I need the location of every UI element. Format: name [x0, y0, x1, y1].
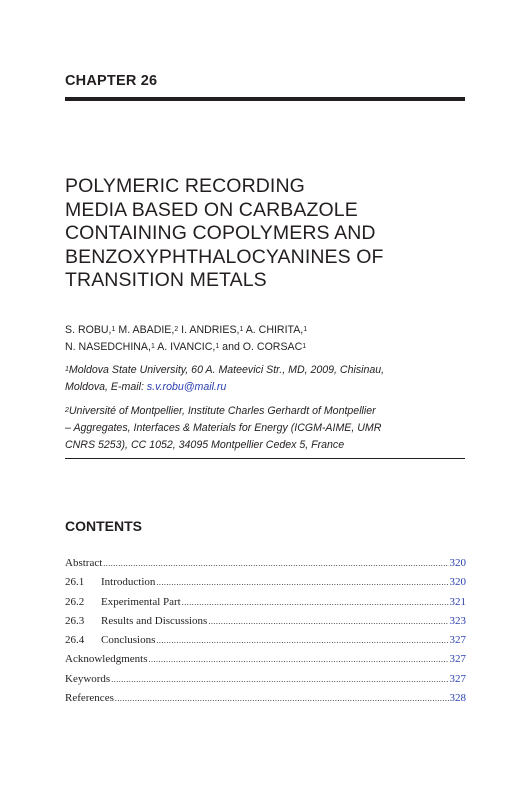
- author-affil-sup: 1: [303, 326, 308, 333]
- toc-label: Results and Discussions: [101, 614, 208, 627]
- affiliation-1: [65, 362, 475, 396]
- toc-section-number: 26.2: [65, 595, 85, 608]
- toc-section-number: 26.3: [65, 614, 85, 627]
- title-line: BENZOXYPHTHALOCYANINES OF: [65, 245, 384, 268]
- toc-page-link[interactable]: 320: [449, 557, 466, 569]
- title-line: POLYMERIC RECORDING: [65, 175, 305, 197]
- author-affil-sup: 1: [215, 343, 220, 350]
- author-name: and O. CORSAC: [222, 341, 303, 353]
- author-affil-sup: 2: [174, 326, 179, 333]
- toc-page-link[interactable]: 320: [449, 576, 466, 589]
- toc-page-link[interactable]: 323: [449, 614, 466, 627]
- toc-label: Acknowledgments: [65, 653, 148, 666]
- author-line: [65, 322, 475, 339]
- affil-text: Moldova, E-mail:: [65, 381, 147, 393]
- toc-leader-dots: [156, 631, 448, 650]
- author-name: N. NASEDCHINA,: [65, 341, 151, 353]
- author-name: A. IVANCIC,: [157, 341, 216, 353]
- email-link[interactable]: s.v.robu@mail.ru: [146, 381, 227, 393]
- toc-entry[interactable]: [65, 612, 466, 631]
- author-name: M. ABADIE,: [118, 324, 175, 336]
- toc-page-link[interactable]: 321: [449, 595, 466, 608]
- author-name: I. ANDRIES,: [181, 324, 240, 336]
- chapter-title: [65, 175, 470, 293]
- toc-label: Experimental Part: [101, 595, 181, 608]
- toc-label: Keywords: [65, 672, 111, 685]
- author-affil-sup: 1: [111, 326, 116, 333]
- toc-label: Abstract: [65, 557, 103, 569]
- toc-label: Conclusions: [101, 634, 156, 647]
- toc-leader-dots: [182, 593, 449, 612]
- affil-sup: 2: [65, 407, 69, 414]
- author-list: [65, 322, 475, 356]
- chapter-rule: [65, 97, 465, 101]
- table-of-contents: [65, 554, 466, 708]
- author-name: S. ROBU,: [65, 324, 112, 336]
- toc-section-number: 26.4: [65, 634, 85, 647]
- toc-page-link[interactable]: 327: [449, 653, 466, 666]
- toc-entry[interactable]: [65, 689, 466, 708]
- affil-text: Moldova State University, 60 A. Mateevici Str., MD, 2009, Chisinau,: [68, 364, 385, 376]
- toc-entry[interactable]: [65, 650, 466, 669]
- author-name: A. CHIRITA,: [245, 324, 304, 336]
- contents-heading: CONTENTS: [65, 518, 142, 534]
- toc-entry[interactable]: [65, 593, 466, 612]
- affiliation-2: [65, 403, 475, 454]
- author-affil-sup: 1: [302, 343, 307, 350]
- affil-text: Université of Montpellier, Institute Charles Gerhardt of Montpellier: [68, 405, 376, 417]
- toc-leader-dots: [148, 650, 448, 669]
- toc-entry[interactable]: [65, 573, 466, 592]
- chapter-label: CHAPTER 26: [65, 73, 158, 89]
- affil-text: CNRS 5253), CC 1052, 34095 Montpellier Cedex 5, France: [65, 439, 345, 451]
- toc-entry[interactable]: [65, 554, 466, 573]
- toc-label: References: [65, 692, 114, 705]
- author-line: [65, 339, 475, 356]
- toc-page-link[interactable]: 328: [449, 692, 466, 705]
- toc-leader-dots: [208, 612, 448, 631]
- affiliation-rule: [65, 458, 465, 459]
- toc-page-link[interactable]: 327: [449, 634, 466, 647]
- toc-leader-dots: [103, 554, 448, 573]
- affil-sup: 1: [65, 366, 69, 373]
- author-affil-sup: 1: [150, 343, 155, 350]
- toc-leader-dots: [156, 573, 448, 592]
- title-line: CONTAINING COPOLYMERS AND: [65, 222, 376, 244]
- author-affil-sup: 1: [239, 326, 244, 333]
- toc-leader-dots: [115, 689, 449, 708]
- toc-section-number: 26.1: [65, 576, 85, 589]
- toc-entry[interactable]: [65, 670, 466, 689]
- toc-label: Introduction: [101, 576, 156, 589]
- affil-text: – Aggregates, Interfaces & Materials for Energy (ICGM-AIME, UMR: [65, 422, 382, 434]
- toc-entry[interactable]: [65, 631, 466, 650]
- title-line: TRANSITION METALS: [65, 269, 267, 291]
- toc-page-link[interactable]: 327: [449, 672, 466, 685]
- title-line: MEDIA BASED ON CARBAZOLE: [65, 198, 358, 221]
- toc-leader-dots: [111, 670, 448, 689]
